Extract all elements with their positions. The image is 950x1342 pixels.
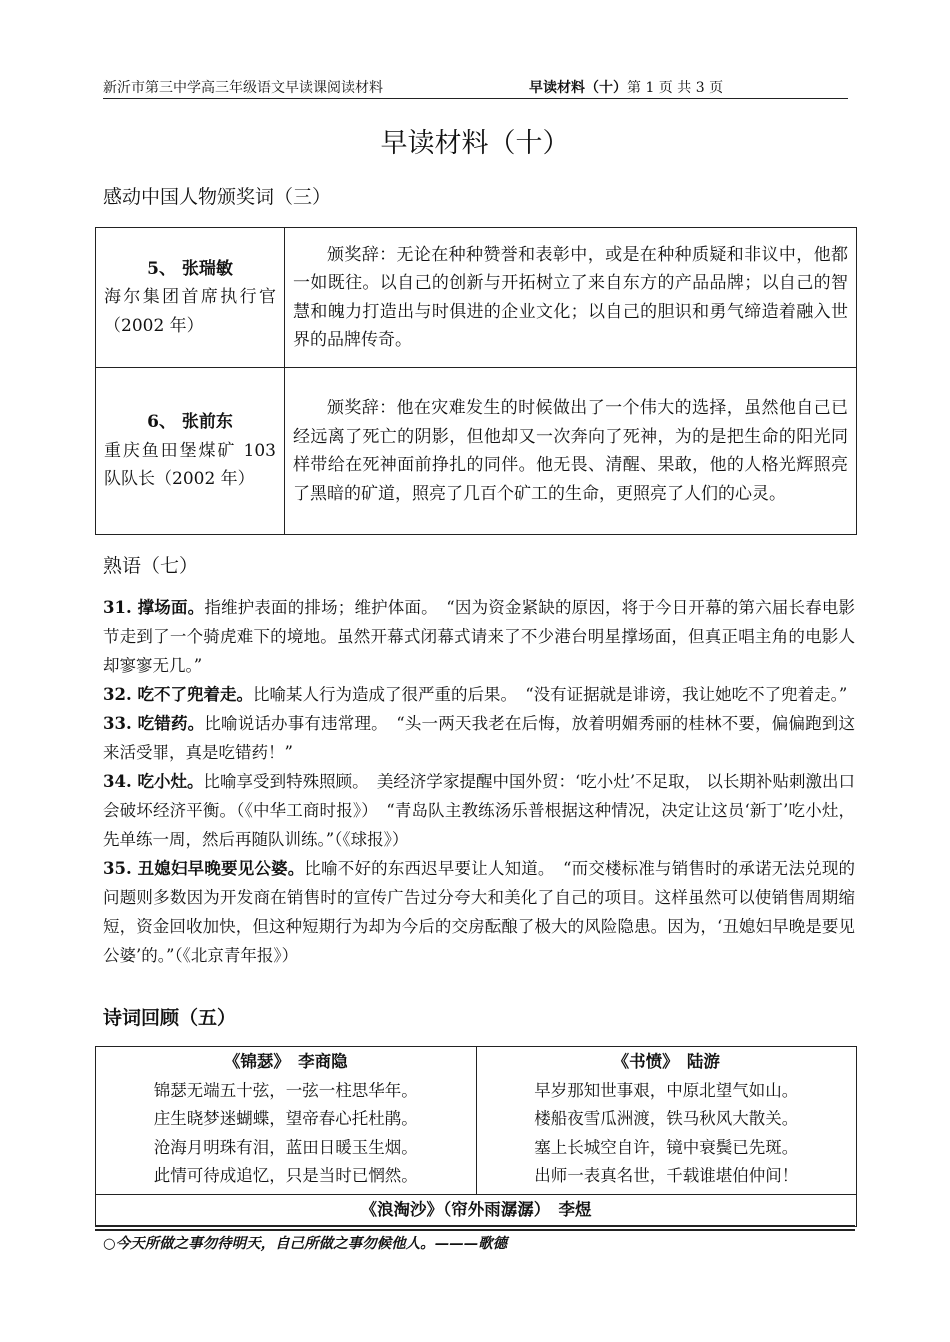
header-material-title: 早读材料（十） — [529, 80, 627, 96]
section-heading-poems: 诗词回顾（五） — [103, 1007, 237, 1029]
header-school: 新沂市第三中学高三年级语文早读课阅读材料 — [103, 80, 383, 96]
poem-row — [96, 1047, 857, 1195]
award-speech-cell — [285, 228, 857, 368]
poem-line: 早岁那知世事艰，中原北望气如山。 — [534, 1080, 799, 1100]
poem-line: 楼船夜雪瓜洲渡，铁马秋风大散关。 — [534, 1109, 799, 1129]
poem-line: 此情可待成追忆，只是当时已惘然。 — [153, 1166, 418, 1186]
poem-line: 锦瑟无端五十弦，一弦一柱思华年。 — [153, 1080, 418, 1100]
idiom-term: 34. 吃小灶。 — [103, 772, 204, 791]
idiom-item — [103, 709, 855, 767]
award-speech-text: 颁奖辞：无论在种种赞誉和表彰中，或是在种种质疑和非议中，他都一如既往。以自己的创新与开拓树立了来自东方的产品品牌；以自己的智慧和魄力打造出与时俱进的企业文化；以自己的胆识和勇气缔造着融入世界的品牌传奇。 — [293, 244, 848, 350]
idiom-term: 35. 丑媳妇早晚要见公婆。 — [103, 859, 305, 878]
poem-row — [96, 1194, 857, 1226]
idiom-item — [103, 593, 855, 680]
poem-line: 沧海月明珠有泪，蓝田日暖玉生烟。 — [153, 1137, 418, 1157]
award-person-cell — [96, 368, 285, 535]
page-title: 早读材料（十） — [380, 128, 570, 159]
poem-cell-jinse — [96, 1047, 477, 1195]
idiom-explanation: 比喻享受到特殊照顾。 美经济学家提醒中国外贸：‘吃小灶’不足取， 以长期补贴刺激出口会破坏经济平衡。（《中华工商时报》） “青岛队主教练汤乐普根据这种情况，决定让这员‘新丁’吃小灶，先单练一周，然后再随队训练。”（《球报》） — [103, 772, 855, 849]
award-row — [96, 228, 857, 368]
poem-title: 《书愤》 陆游 — [612, 1052, 720, 1071]
award-speech-text: 颁奖辞：他在灾难发生的时候做出了一个伟大的选择，虽然他自己已经远离了死亡的阴影，但他却又一次奔向了死神，为的是把生命的阳光同样带给在死神面前挣扎的同伴。他无畏、清醒、果敢，他的人格光辉照亮了黑暗的矿道，照亮了几百个矿工的生命，更照亮了人们的心灵。 — [293, 398, 848, 504]
footer-rule-thin — [95, 1225, 855, 1226]
section-heading-idioms: 熟语（七） — [103, 555, 199, 577]
award-person-role: 重庆鱼田堡煤矿 103 队队长（2002 年） — [104, 440, 276, 490]
idiom-item — [103, 767, 855, 854]
idiom-explanation: 比喻不好的东西迟早要让人知道。 “而交楼标准与销售时的承诺无法兑现的问题则多数因为开发商在销售时的宣传广告过分夸大和美化了自己的项目。这样虽然可以使销售周期缩短，资金回收加快，但这种短期行为却为今后的交房酝酿了极大的风险隐患。因为，‘丑媳妇早晚是要见公婆’的。”（《北京青年报》） — [103, 859, 856, 965]
poem-title-langtaosha: 《浪淘沙》（帘外雨潺潺） 李煜 — [96, 1194, 857, 1226]
poem-cell-shufen — [476, 1047, 857, 1195]
idiom-item — [103, 680, 855, 709]
award-table — [95, 227, 857, 535]
award-person-name: 5、 张瑞敏 — [147, 258, 233, 279]
idiom-explanation: 比喻说话办事有违常理。 “头一两天我老在后悔，放着明媚秀丽的桂林不要，偏偏跑到这来活受罪，真是吃错药！” — [103, 714, 855, 762]
poem-line: 塞上长城空自许，镜中衰鬓已先斑。 — [534, 1137, 799, 1157]
idiom-explanation: 指维护表面的排场；维护体面。 “因为资金紧缺的原因，将于今日开幕的第六届长春电影节走到了一个骑虎难下的境地。虽然开幕式闭幕式请来了不少港台明星撑场面，但真正唱主角的电影人却寥寥无几。” — [103, 598, 855, 675]
poem-line: 出师一表真名世，千载谁堪伯仲间！ — [534, 1166, 799, 1186]
idiom-explanation: 比喻某人行为造成了很严重的后果。 “没有证据就是诽谤，我让她吃不了兜着走。” — [252, 685, 848, 704]
footer-motto: ○今天所做之事勿待明天，自己所做之事勿候他人。———歌德 — [103, 1235, 508, 1252]
award-person-name: 6、 张前东 — [147, 412, 233, 433]
page-header — [103, 78, 848, 99]
poem-title: 《锦瑟》 李商隐 — [223, 1052, 348, 1071]
section-heading-awards: 感动中国人物颁奖词（三） — [103, 186, 332, 208]
header-page-info — [529, 78, 723, 98]
footer-rule-thick — [95, 1229, 855, 1231]
idiom-term: 33. 吃错药。 — [103, 714, 205, 733]
idiom-term: 32. 吃不了兜着走。 — [103, 685, 253, 704]
poem-line: 庄生晓梦迷蝴蝶，望帝春心托杜鹃。 — [153, 1109, 418, 1129]
poem-table — [95, 1046, 857, 1227]
header-page-number: 第 1 页 共 3 页 — [627, 80, 724, 96]
award-person-cell — [96, 228, 285, 368]
idiom-item — [103, 854, 855, 970]
idiom-list — [103, 593, 855, 970]
award-row — [96, 368, 857, 535]
award-person-role: 海尔集团首席执行官（2002 年） — [104, 287, 276, 336]
award-speech-cell — [285, 368, 857, 535]
idiom-term: 31. 撑场面。 — [103, 598, 205, 617]
